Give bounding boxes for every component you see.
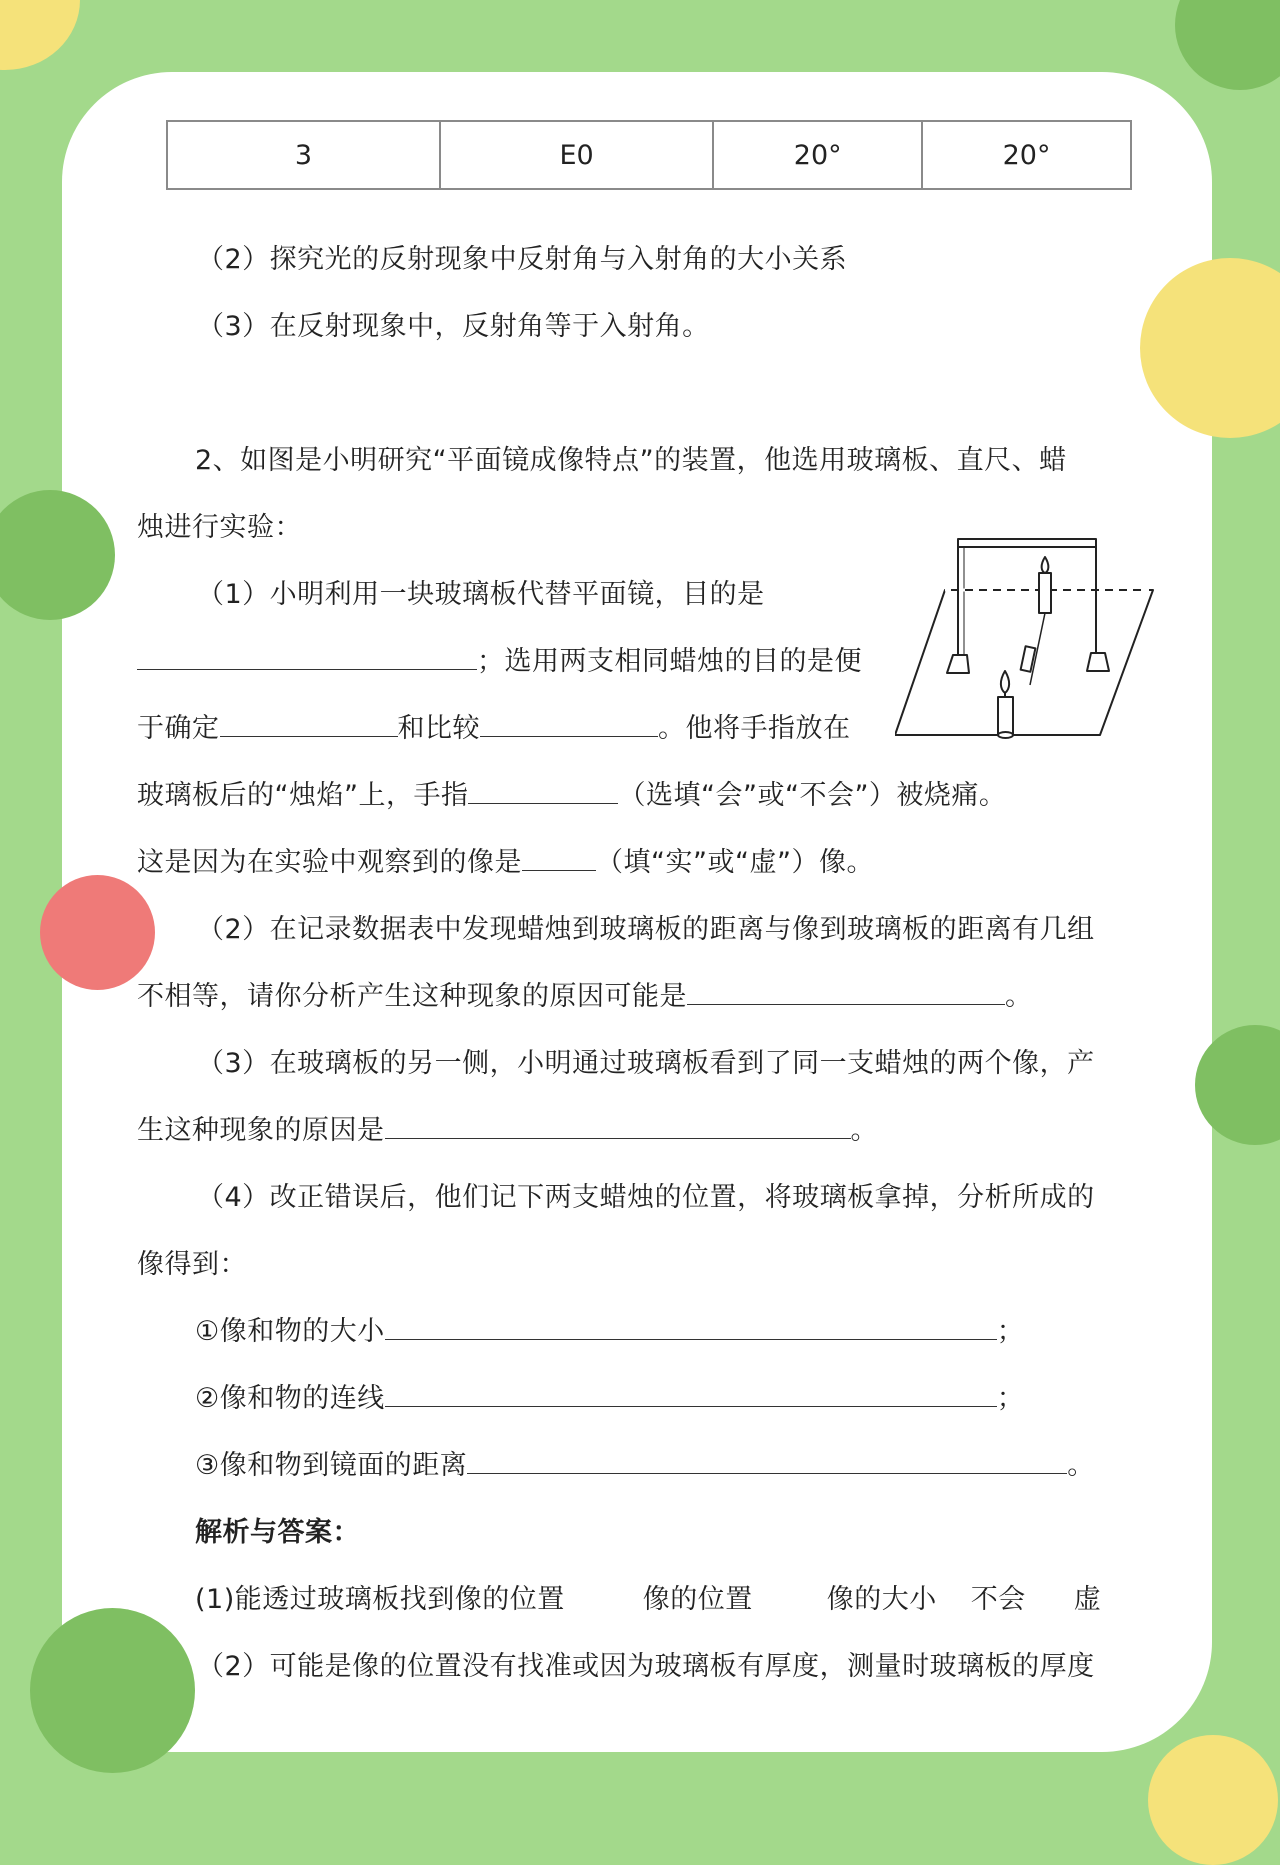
q2-intro-text: 2、如图是小明研究“平面镜成像特点”的装置，他选用玻璃板、直尺、蜡 bbox=[195, 445, 1067, 476]
q2-c1-line bbox=[195, 1309, 1024, 1348]
q2-s1-text: 于确定 bbox=[137, 713, 220, 744]
q2-intro-line1 bbox=[195, 438, 1067, 477]
q1-part3: （3）在反射现象中，反射角等于入射角。 bbox=[197, 311, 710, 342]
decor-circle-red-left bbox=[40, 875, 155, 990]
q2-s3-line2 bbox=[137, 1108, 878, 1147]
answer-blank[interactable] bbox=[468, 779, 618, 804]
table-cell: E0 bbox=[440, 121, 713, 189]
q2-s2-text: 。 bbox=[1005, 981, 1033, 1012]
q2-s1-line2 bbox=[137, 639, 862, 678]
q2-c1-text: ； bbox=[996, 1316, 1025, 1347]
answer-blank[interactable] bbox=[385, 1315, 997, 1340]
q2-c3-text: ③像和物到镜面的距离 bbox=[195, 1450, 468, 1481]
q2-s2-line2 bbox=[137, 974, 1033, 1013]
answer-heading: 解析与答案： bbox=[195, 1517, 360, 1548]
answer-blank[interactable] bbox=[522, 846, 596, 871]
q2-s1-text: 这是因为在实验中观察到的像是 bbox=[137, 847, 522, 878]
answer-line1 bbox=[195, 1577, 1101, 1616]
answer-text: 不会 bbox=[970, 1584, 1026, 1615]
answer-blank[interactable] bbox=[480, 712, 658, 737]
decor-circle-green-bottomleft bbox=[30, 1608, 195, 1773]
q2-s1-text: 和比较 bbox=[397, 713, 480, 744]
q2-s1-line1: （1）小明利用一块玻璃板代替平面镜，目的是 bbox=[197, 579, 765, 610]
answer-blank[interactable] bbox=[385, 1114, 851, 1139]
table-cell: 3 bbox=[167, 121, 440, 189]
q2-s1-text: ；选用两支相同蜡烛的目的是便 bbox=[477, 646, 862, 677]
q1-part2: （2）探究光的反射现象中反射角与入射角的大小关系 bbox=[197, 244, 848, 275]
answer-text: 像的大小 bbox=[826, 1584, 937, 1615]
data-table bbox=[166, 120, 1132, 190]
answer-blank[interactable] bbox=[385, 1382, 997, 1407]
q2-s1-text: （填“实”或“虚”）像。 bbox=[596, 847, 874, 878]
q2-s4-line2: 像得到： bbox=[137, 1249, 247, 1280]
q2-c3-text: 。 bbox=[1067, 1450, 1095, 1481]
answer-blank[interactable] bbox=[220, 712, 398, 737]
q2-s3-text: 生这种现象的原因是 bbox=[137, 1115, 385, 1146]
table-row bbox=[167, 121, 1131, 189]
answer-blank[interactable] bbox=[467, 1449, 1067, 1474]
q2-s3-line1: （3）在玻璃板的另一侧，小明通过玻璃板看到了同一支蜡烛的两个像，产 bbox=[197, 1048, 1095, 1079]
answer-line2: （2）可能是像的位置没有找准或因为玻璃板有厚度，测量时玻璃板的厚度 bbox=[197, 1651, 1095, 1682]
q2-c1-text: ①像和物的大小 bbox=[195, 1316, 385, 1347]
answer-text: (1)能透过玻璃板找到像的位置 bbox=[195, 1584, 565, 1615]
q2-s1-text: （选填“会”或“不会”）被烧痛。 bbox=[618, 780, 1007, 811]
table-cell: 20° bbox=[713, 121, 922, 189]
decor-circle-yellow-bottomright bbox=[1148, 1735, 1278, 1865]
answer-blank[interactable] bbox=[687, 980, 1005, 1005]
q2-s1-line5 bbox=[137, 840, 874, 879]
q2-s4-line1: （4）改正错误后，他们记下两支蜡烛的位置，将玻璃板拿掉，分析所成的 bbox=[197, 1182, 1095, 1213]
answer-blank[interactable] bbox=[137, 645, 477, 670]
q2-s2-line1: （2）在记录数据表中发现蜡烛到玻璃板的距离与像到玻璃板的距离有几组 bbox=[197, 914, 1095, 945]
q2-s1-text: 。他将手指放在 bbox=[658, 713, 851, 744]
q2-intro-line2: 烛进行实验： bbox=[137, 512, 302, 543]
decor-circle-yellow-topleft bbox=[0, 0, 80, 70]
mirror-experiment-figure bbox=[895, 535, 1155, 745]
q2-s1-line4 bbox=[137, 773, 1006, 812]
q2-s1-text: 玻璃板后的“烛焰”上，手指 bbox=[137, 780, 469, 811]
q2-s1-line3 bbox=[137, 706, 851, 745]
q2-s3-text: 。 bbox=[850, 1115, 878, 1146]
table-cell: 20° bbox=[922, 121, 1131, 189]
q2-c2-text: ②像和物的连线 bbox=[195, 1383, 385, 1414]
q2-c3-line bbox=[195, 1443, 1095, 1482]
answer-text: 像的位置 bbox=[642, 1584, 753, 1615]
answer-text: 虚 bbox=[1073, 1584, 1102, 1615]
q2-c2-text: ； bbox=[996, 1383, 1025, 1414]
q2-c2-line bbox=[195, 1376, 1024, 1415]
q2-s2-text: 不相等，请你分析产生这种现象的原因可能是 bbox=[137, 981, 687, 1012]
decor-circle-green-topright bbox=[1175, 0, 1280, 90]
